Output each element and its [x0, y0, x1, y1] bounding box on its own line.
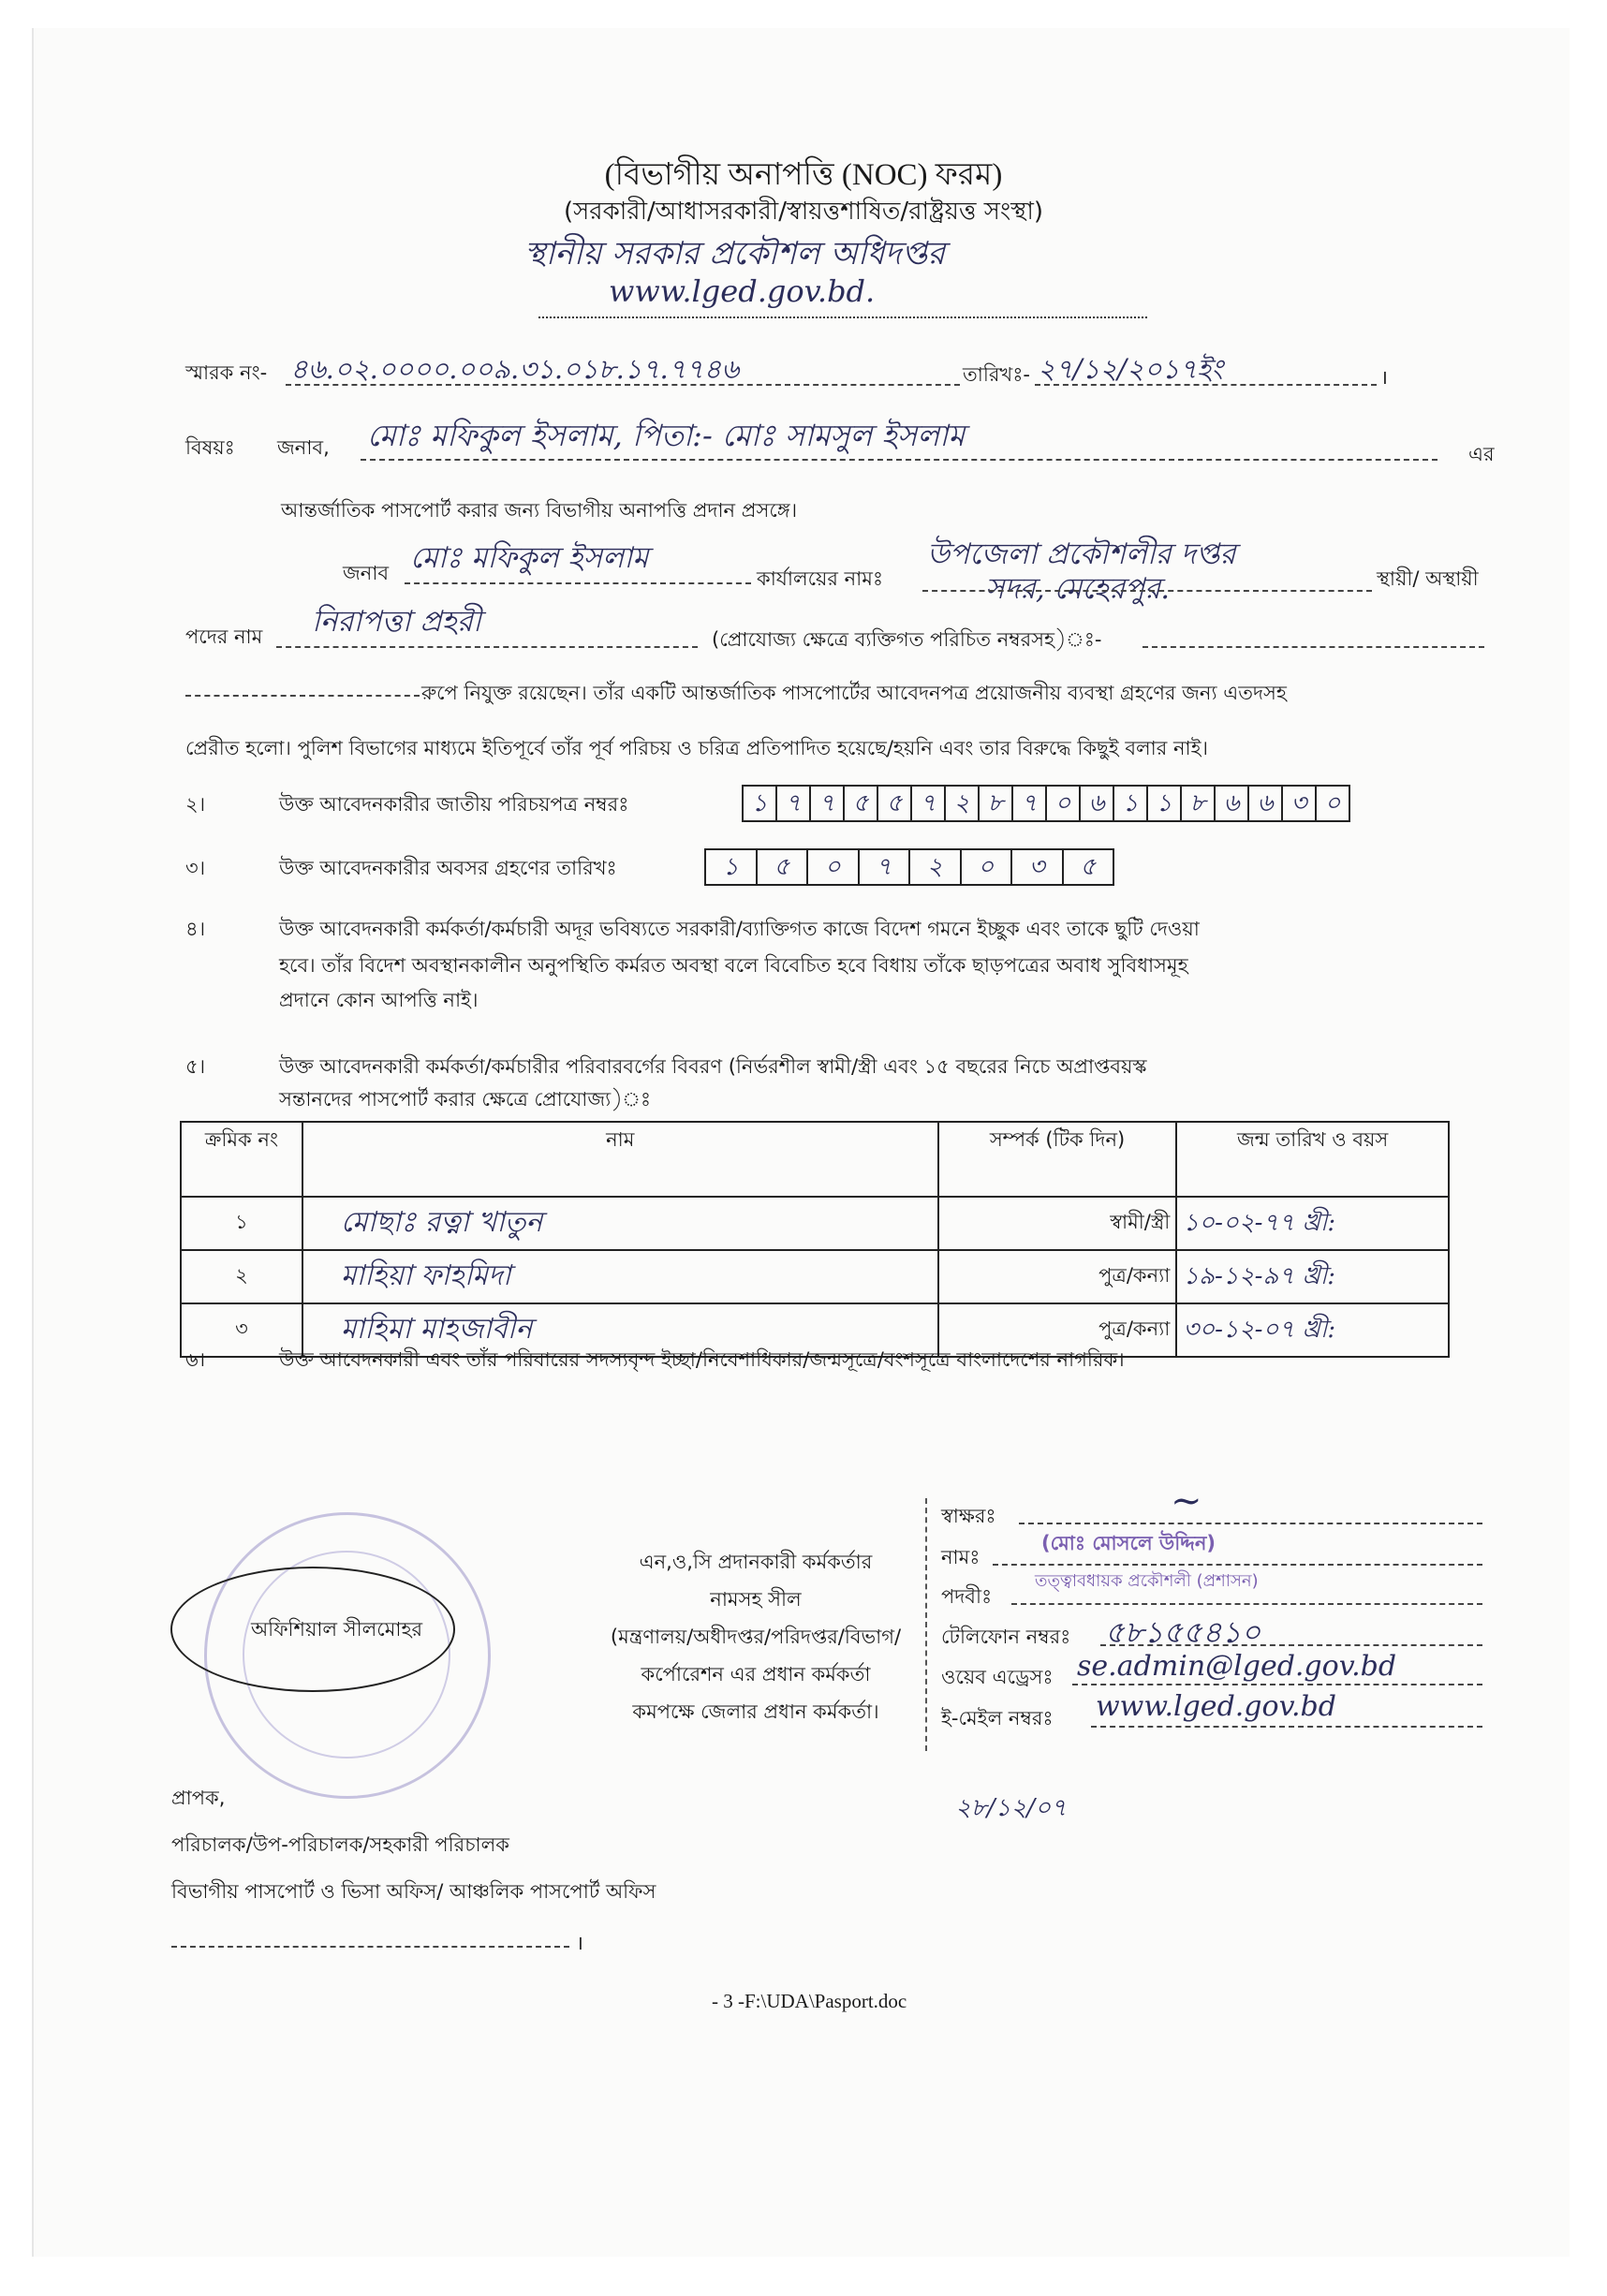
header-dotted-line — [538, 316, 1147, 318]
subject-janab: জনাব, — [277, 436, 330, 459]
recipient-label: প্রাপক, — [171, 1787, 226, 1809]
name-label: নামঃ — [941, 1546, 980, 1568]
row-dob: ১৯-১২-৯৭ খ্রী: — [1176, 1250, 1449, 1303]
office-handwritten-2: সদর, মেহেরপুর. — [985, 572, 1171, 606]
authority-block — [582, 1543, 929, 1730]
email-handwritten: www.lged.gov.bd — [1096, 1690, 1336, 1723]
table-row — [181, 1197, 1449, 1250]
recipient-line — [171, 1946, 569, 1948]
form-subtitle: (সরকারী/আধাসরকারী/স্বায়ত্তশাষিত/রাষ্ট্রয়ত্ত সংস্থা) — [563, 198, 1044, 226]
memo-label: স্মারক নং- — [185, 361, 268, 384]
row-relation: পুত্র/কন্যা — [938, 1250, 1177, 1303]
post-stamp: তত্ত্বাবধায়ক প্রকৌশলী (প্রশাসন) — [1035, 1571, 1259, 1591]
digit-box: ০ — [962, 850, 1013, 884]
digit-box: ৭ — [912, 787, 946, 820]
digit-box: ৮ — [980, 787, 1013, 820]
authority-line: এন,ও,সি প্রদানকারী কর্মকর্তার — [639, 1551, 873, 1573]
digit-box: ১ — [744, 787, 777, 820]
telephone-handwritten: ৫৮১৫৫৪১০ — [1105, 1614, 1261, 1650]
employee-name-handwritten: মোঃ মফিকুল ইসলাম — [410, 541, 649, 575]
post-handwritten: নিরাপত্তা প্রহরী — [312, 605, 481, 639]
item5-number: ৫। — [185, 1055, 206, 1078]
item6-text: উক্ত আবেদনকারী এবং তাঁর পরিবারের সদস্যবৃন্দ ইচ্ছা/নিবেশাধিকার/জন্মসূত্রে/বংশসূত্রে বাংলাদেশের নাগরিক। — [279, 1348, 1125, 1371]
row-relation: স্বামী/স্ত্রী — [938, 1197, 1177, 1250]
telephone-label: টেলিফোন নম্বরঃ — [941, 1626, 1071, 1648]
row-relation: পুত্র/কন্যা — [938, 1303, 1177, 1357]
digit-box: ০ — [1047, 787, 1081, 820]
row-dob: ১০-০২-৭৭ খ্রী: — [1176, 1197, 1449, 1250]
digit-box: ৮ — [1182, 787, 1216, 820]
name-line — [993, 1564, 1482, 1566]
recipient-end: । — [576, 1932, 583, 1954]
seal-label: অফিশিয়াল সীলমোহর — [251, 1618, 423, 1641]
date-label: তারিখঃ- — [963, 363, 1030, 386]
digit-box: ৭ — [777, 787, 811, 820]
subject-name-handwritten: মোঃ মফিকুল ইসলাম, পিতা:- মোঃ সামসুল ইসলাম — [367, 418, 966, 453]
digit-box: ১ — [706, 850, 758, 884]
retirement-digit-boxes — [704, 848, 1114, 886]
item2-label: উক্ত আবেদনকারীর জাতীয় পরিচয়পত্র নম্বরঃ — [279, 793, 629, 816]
employee-name-line — [405, 582, 751, 584]
digit-box: ৬ — [1081, 787, 1114, 820]
email-label: ই-মেইল নম্বরঃ — [941, 1707, 1054, 1729]
digit-box: ৩ — [1012, 850, 1064, 884]
col-header-relation: সম্পর্ক (টিক দিন) — [938, 1122, 1177, 1197]
id-line — [1143, 646, 1484, 648]
id-note: (প্রোযোজ্য ক্ষেত্রে ব্যক্তিগত পরিচিত নম্বরসহ)ঃ- — [712, 628, 1102, 651]
row-dob: ৩০-১২-০৭ খ্রী: — [1176, 1303, 1449, 1357]
post-line-sig — [1011, 1603, 1482, 1605]
digit-box: ১ — [1148, 787, 1182, 820]
employee-janab: জনাব — [343, 562, 390, 584]
telephone-line — [1100, 1644, 1482, 1646]
post-label: পদের নাম — [185, 626, 263, 648]
org-name-handwritten: স্থানীয় সরকার প্রকৌশল অধিদপ্তর — [524, 235, 946, 272]
recipient-line2: বিভাগীয় পাসপোর্ট ও ভিসা অফিস/ আঞ্চলিক পাসপোর্ট অফিস — [171, 1880, 656, 1903]
authority-line: কমপক্ষে জেলার প্রধান কর্মকর্তা। — [632, 1700, 879, 1723]
para-line2: প্রেরীত হলো। পুলিশ বিভাগের মাধ্যমে ইতিপূর্বে তাঁর পূর্ব পরিচয় ও চরিত্র প্রতিপাদিত হয়েছে/হয়নি এবং তার বিরুদ্ধে কিছুই বলার নাই। — [185, 737, 1209, 759]
item5-line1: উক্ত আবেদনকারী কর্মকর্তা/কর্মচারীর পরিবারবর্গের বিবরণ (নির্ভরশীল স্বামী/স্ত্রী এবং ১৫ বছরের নিচে অপ্রাপ্তবয়স্ক — [279, 1055, 1147, 1078]
initial-date-handwritten: ২৮/১২/০৭ — [955, 1794, 1067, 1822]
date-line — [1035, 384, 1377, 386]
item4-line1: উক্ত আবেদনকারী কর্মকর্তা/কর্মচারী অদূর ভবিষ্যতে সরকারী/ব্যাক্তিগত কাজে বিদেশ গমনে ইচ্ছুক এবং তাকে ছুটি দেওয়া — [279, 918, 1200, 940]
digit-box: ০ — [1324, 789, 1341, 817]
row-serial: ১ — [181, 1197, 302, 1250]
digit-box: ৭ — [860, 850, 911, 884]
family-table — [180, 1121, 1450, 1358]
digit-box: ৭ — [811, 787, 845, 820]
memo-number: ৪৬.০২.০০০০.০০৯.৩১.০১৮.১৭.৭৭৪৬ — [290, 353, 740, 385]
web-line — [1072, 1684, 1482, 1685]
office-line — [922, 590, 1372, 592]
signature-divider — [925, 1498, 927, 1751]
subject-line — [361, 459, 1437, 461]
digit-box: ৫ — [878, 787, 912, 820]
memo-date: ২৭/১২/২০১৭ইং — [1038, 353, 1223, 385]
signature-line — [1019, 1523, 1482, 1524]
row-name: মাহিয়া ফাহমিদা — [302, 1250, 938, 1303]
memo-line — [286, 384, 960, 386]
para-line1: রুপে নিযুক্ত রয়েছেন। তাঁর একটি আন্তর্জাতিক পাসপোর্টের আবেদনপত্র প্রয়োজনীয় ব্যবস্থা গ্রহণের জন্য এতদসহ — [421, 682, 1287, 704]
name-stamp: (মোঃ মোসলে উদ্দিন) — [1041, 1532, 1216, 1554]
col-header-serial: ক্রমিক নং — [181, 1122, 302, 1197]
col-header-dob: জন্ম তারিখ ও বয়স — [1176, 1122, 1449, 1197]
digit-box: ৫ — [845, 787, 878, 820]
digit-box: ৬ — [1249, 787, 1283, 820]
item4-line3: প্রদানে কোন আপত্তি নাই। — [279, 989, 479, 1011]
form-title: (বিভাগীয় অনাপত্তি (NOC) ফরম) — [604, 158, 1003, 192]
nid-digit-boxes — [742, 785, 1350, 822]
item3-label: উক্ত আবেদনকারীর অবসর গ্রহণের তারিখঃ — [279, 857, 617, 879]
memo-end: । — [1380, 366, 1388, 389]
authority-line: নামসহ সীল — [710, 1588, 802, 1611]
digit-box: ২ — [910, 850, 962, 884]
col-header-name: নাম — [302, 1122, 938, 1197]
digit-box: ২ — [946, 787, 980, 820]
signature-mark: ~ — [1171, 1479, 1202, 1523]
item5-line2: সন্তানদের পাসপোর্ট করার ক্ষেত্রে প্রোযোজ্য)ঃ — [279, 1088, 652, 1111]
post-line — [276, 646, 698, 648]
digit-box: ৫ — [758, 850, 809, 884]
digit-box: ০ — [808, 850, 860, 884]
authority-line: (মন্ত্রণালয়/অধীদপ্তর/পরিদপ্তর/বিভাগ/ — [610, 1626, 902, 1648]
designation-line — [185, 695, 420, 697]
row-serial: ৩ — [181, 1303, 302, 1357]
digit-box: ৭ — [1013, 787, 1047, 820]
org-web-handwritten: www.lged.gov.bd. — [609, 273, 876, 309]
item4-line2: হবে। তাঁর বিদেশ অবস্থানকালীন অনুপস্থিতি কর্মরত অবস্থা বলে বিবেচিত হবে বিধায় তাঁকে ছাড়পত্রের অবাধ সুবিধাসমূহ — [279, 954, 1188, 977]
recipient-line1: পরিচালক/উপ-পরিচালক/সহকারী পরিচালক — [171, 1833, 509, 1856]
subject-line2: আন্তর্জাতিক পাসপোর্ট করার জন্য বিভাগীয় অনাপত্তি প্রদান প্রসঙ্গে। — [281, 499, 798, 522]
table-row — [181, 1250, 1449, 1303]
row-serial: ২ — [181, 1250, 302, 1303]
post-label-sig: পদবীঃ — [941, 1585, 993, 1608]
subject-er: এর — [1468, 443, 1495, 465]
item2-number: ২। — [185, 793, 206, 816]
office-label: কার্যালয়ের নামঃ — [757, 567, 884, 590]
web-handwritten: se.admin@lged.gov.bd — [1077, 1650, 1397, 1683]
email-line — [1091, 1726, 1482, 1728]
authority-line: কর্পোরেশন এর প্রধান কর্মকর্তা — [641, 1663, 871, 1685]
item6-number: ৬। — [185, 1348, 206, 1371]
signature-label: স্বাক্ষরঃ — [941, 1505, 996, 1527]
digit-box: ৩ — [1283, 787, 1317, 820]
digit-box: ৬ — [1216, 787, 1249, 820]
office-handwritten-1: উপজেলা প্রকৌশলীর দপ্তর — [927, 537, 1236, 571]
digit-box: ১ — [1114, 787, 1148, 820]
footer-path: - 3 -F:\UDA\Pasport.doc — [712, 1990, 907, 2012]
row-name: মাহিমা মাহজাবীন — [302, 1303, 938, 1357]
web-label: ওয়েব এড্রেসঃ — [941, 1666, 1054, 1688]
row-name: মোছাঃ রত্না খাতুন — [302, 1197, 938, 1250]
item4-number: ৪। — [185, 918, 206, 940]
employment-status: স্থায়ী/ অস্থায়ী — [1377, 567, 1479, 590]
digit-box: ৫ — [1080, 853, 1097, 881]
subject-label: বিষয়ঃ — [185, 436, 235, 459]
item3-number: ৩। — [185, 857, 206, 879]
